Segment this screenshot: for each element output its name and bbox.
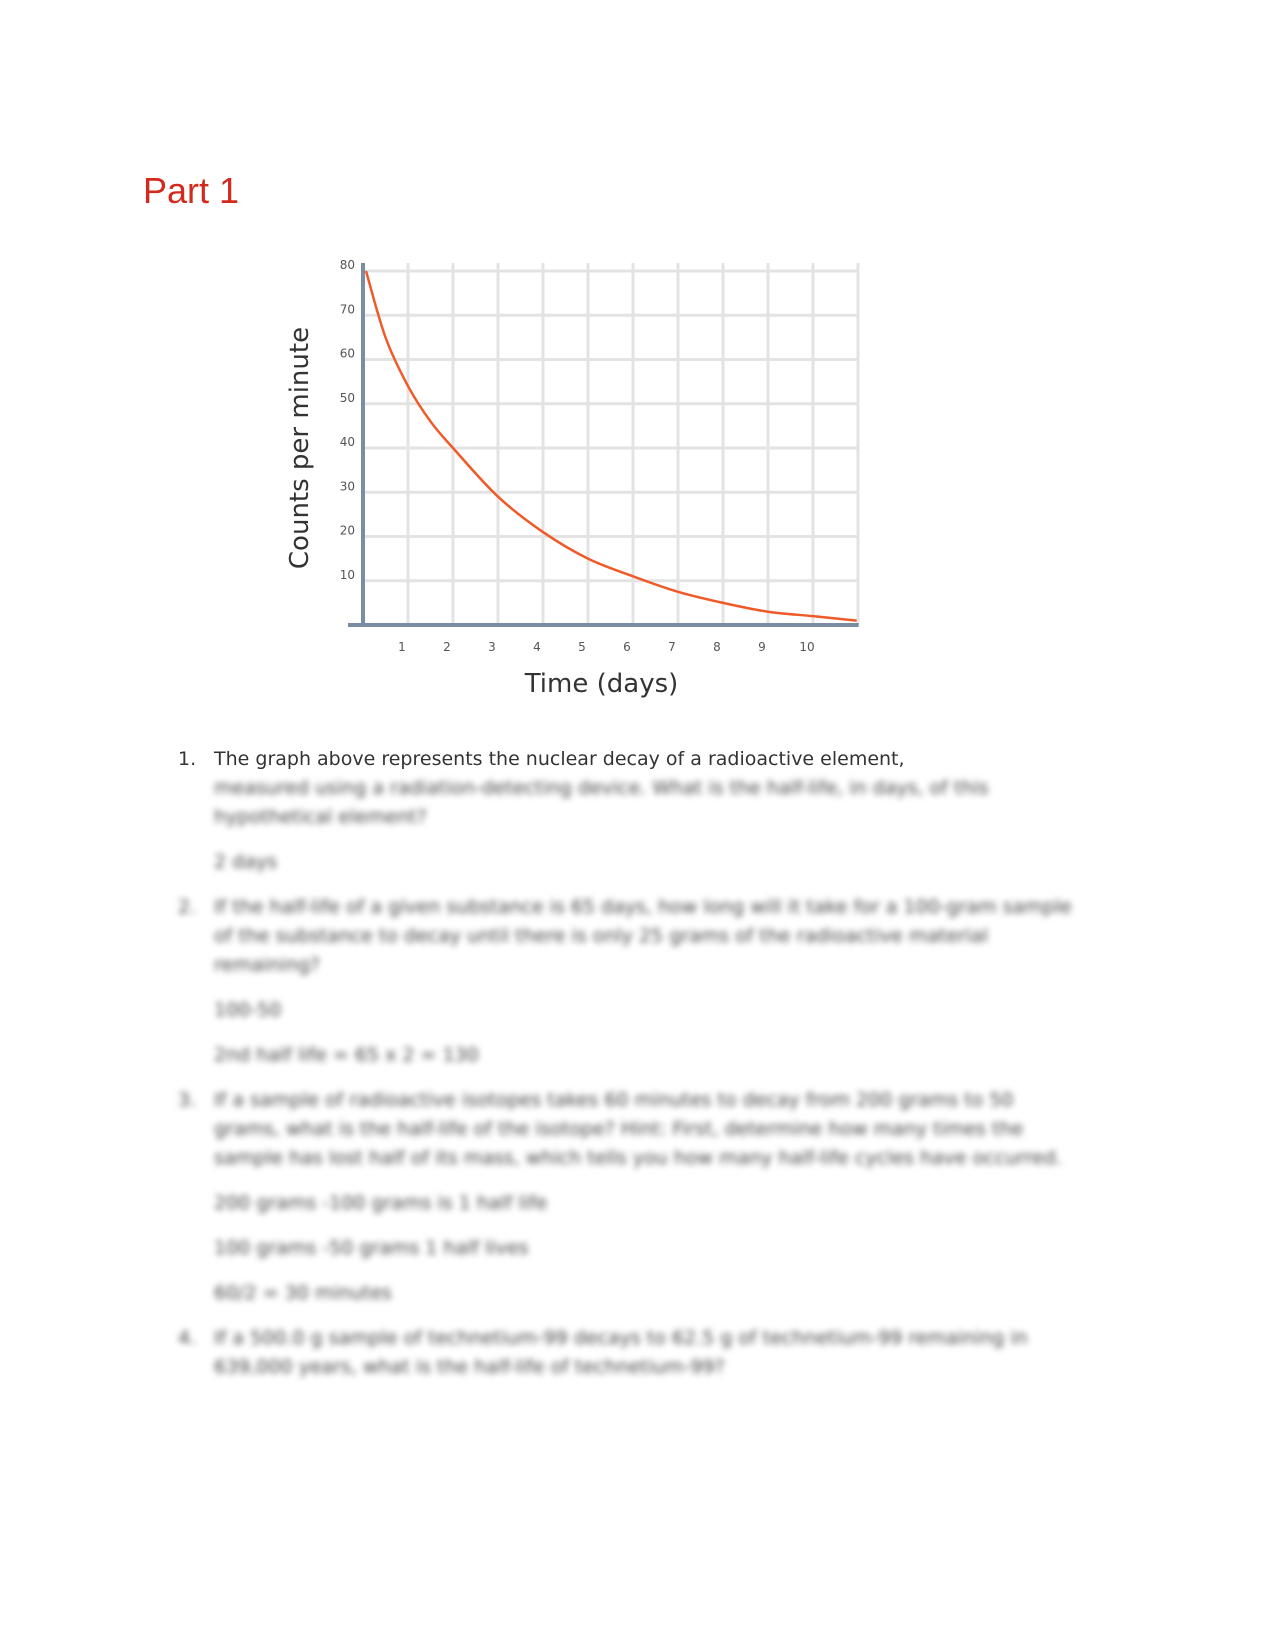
- question-1: [178, 745, 1078, 877]
- x-tick-label: 8: [713, 640, 721, 654]
- question-4: [178, 1324, 1078, 1382]
- question-text-blurred: If the half-life of a given substance is 65 days, how long will it take for a 100-gram sample of the substance to decay until there is only 25 grams of the radioactive material remaining?: [214, 896, 1072, 976]
- y-tick-label: 80: [339, 258, 355, 272]
- question-text: The graph above represents the nuclear decay of a radioactive element,: [214, 748, 905, 770]
- answer-text: 2 days: [214, 851, 277, 873]
- x-tick-label: 1: [398, 640, 406, 654]
- question-number: 4.: [178, 1327, 197, 1349]
- answer-text: 60/2 = 30 minutes: [214, 1282, 392, 1304]
- x-axis-label: Time (days): [524, 669, 679, 699]
- decay-curve: [366, 271, 857, 621]
- y-tick-label: 20: [339, 523, 355, 538]
- x-tick-label: 4: [533, 640, 541, 654]
- answer-text: 100-50: [214, 999, 282, 1021]
- question-list: [178, 745, 1078, 1382]
- answer-text: 2nd half life = 65 x 2 = 130: [214, 1044, 479, 1066]
- question-text-blurred: measured using a radiation-detecting device. What is the half-life, in days, of this hypothetical element?: [214, 777, 989, 828]
- question-text-blurred: If a sample of radioactive isotopes takes 60 minutes to decay from 200 grams to 50 grams, what is the half-life of the isotope? Hint: First, determine how many times the sample has lost half of its mass, which tells you how many half-life cycles have occurred.: [214, 1089, 1062, 1169]
- question-text-blurred: If a 500.0 g sample of technetium-99 decays to 62.5 g of technetium-99 remaining in 639,000 years, what is the half-life of technetium-99?: [214, 1327, 1028, 1378]
- page-title: Part 1: [143, 170, 240, 211]
- question-number: 3.: [178, 1089, 197, 1111]
- x-tick-label: 9: [758, 640, 766, 654]
- question-2: [178, 893, 1078, 1070]
- question-3: [178, 1086, 1078, 1308]
- x-tick-label: 5: [578, 640, 586, 654]
- y-tick-label: 50: [339, 390, 355, 405]
- question-number: 1.: [178, 748, 197, 770]
- y-tick-label: 30: [339, 479, 355, 494]
- y-axis-label: Counts per minute: [285, 326, 315, 570]
- question-number: 2.: [178, 896, 197, 918]
- x-tick-label: 3: [488, 640, 496, 654]
- answer-text: 100 grams -50 grams 1 half lives: [214, 1237, 529, 1259]
- y-tick-label: 70: [339, 302, 355, 317]
- chart-canvas: [270, 245, 890, 715]
- y-tick-label: 10: [339, 567, 355, 582]
- answer-text: 200 grams -100 grams is 1 half life: [214, 1192, 548, 1214]
- y-tick-label: 60: [339, 346, 355, 361]
- x-tick-label: 7: [668, 640, 676, 654]
- y-tick-label: 40: [339, 435, 355, 449]
- x-tick-label: 2: [443, 640, 451, 654]
- x-tick-label: 6: [623, 640, 631, 654]
- decay-chart: [270, 245, 890, 719]
- x-tick-label: 10: [799, 640, 815, 654]
